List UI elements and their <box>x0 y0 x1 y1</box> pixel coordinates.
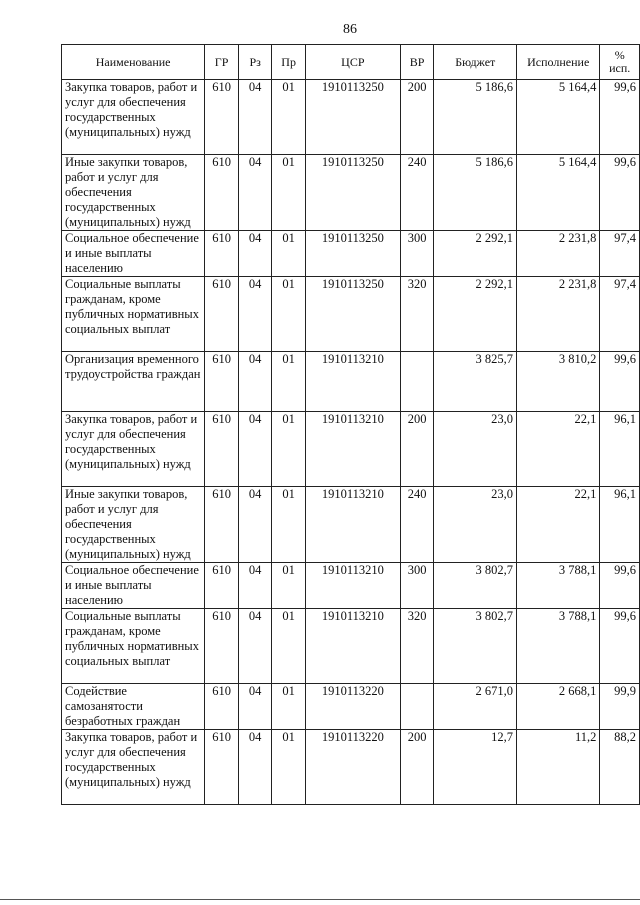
cell-budget: 2 671,0 <box>434 684 517 730</box>
cell-gr: 610 <box>205 487 239 563</box>
cell-rz: 04 <box>238 80 271 155</box>
cell-gr: 610 <box>205 155 239 231</box>
cell-vr: 240 <box>400 155 434 231</box>
cell-rz: 04 <box>238 487 271 563</box>
cell-vr: 300 <box>400 563 434 609</box>
header-percent-sign: % <box>614 48 625 62</box>
cell-csr: 1910113250 <box>305 80 400 155</box>
cell-execution: 2 231,8 <box>517 277 600 352</box>
cell-vr <box>400 684 434 730</box>
cell-vr: 320 <box>400 609 434 684</box>
header-budget: Бюджет <box>434 45 517 80</box>
header-percent-label: исп. <box>609 61 631 75</box>
table-row <box>62 684 640 730</box>
cell-pr: 01 <box>272 609 306 684</box>
cell-execution: 5 164,4 <box>517 80 600 155</box>
cell-percent: 99,6 <box>600 155 640 231</box>
table-row <box>62 730 640 805</box>
cell-name: Закупка товаров, работ и услуг для обеспечения государственных (муниципальных) нужд <box>62 412 205 487</box>
cell-rz: 04 <box>238 352 271 412</box>
cell-name: Содействие самозанятости безработных граждан <box>62 684 205 730</box>
cell-gr: 610 <box>205 730 239 805</box>
cell-gr: 610 <box>205 412 239 487</box>
cell-execution: 3 810,2 <box>517 352 600 412</box>
cell-budget: 3 802,7 <box>434 609 517 684</box>
cell-name: Иные закупки товаров, работ и услуг для обеспечения государственных (муниципальных) нужд <box>62 155 205 231</box>
cell-csr: 1910113210 <box>305 563 400 609</box>
page-bottom-edge <box>0 899 640 900</box>
cell-gr: 610 <box>205 352 239 412</box>
cell-budget: 23,0 <box>434 487 517 563</box>
cell-pr: 01 <box>272 684 306 730</box>
cell-csr: 1910113220 <box>305 730 400 805</box>
cell-percent: 99,6 <box>600 352 640 412</box>
cell-vr: 200 <box>400 80 434 155</box>
cell-name: Иные закупки товаров, работ и услуг для обеспечения государственных (муниципальных) нужд <box>62 487 205 563</box>
table-row <box>62 231 640 277</box>
cell-budget: 3 802,7 <box>434 563 517 609</box>
cell-csr: 1910113250 <box>305 231 400 277</box>
table-row <box>62 487 640 563</box>
cell-name: Социальное обеспечение и иные выплаты населению <box>62 563 205 609</box>
cell-csr: 1910113210 <box>305 609 400 684</box>
cell-csr: 1910113220 <box>305 684 400 730</box>
cell-csr: 1910113250 <box>305 277 400 352</box>
cell-pr: 01 <box>272 412 306 487</box>
cell-rz: 04 <box>238 277 271 352</box>
table-row <box>62 80 640 155</box>
cell-vr <box>400 352 434 412</box>
header-name: Наименование <box>62 45 205 80</box>
cell-rz: 04 <box>238 730 271 805</box>
header-csr: ЦСР <box>305 45 400 80</box>
header-vr: ВР <box>400 45 434 80</box>
cell-execution: 5 164,4 <box>517 155 600 231</box>
cell-execution: 11,2 <box>517 730 600 805</box>
cell-gr: 610 <box>205 80 239 155</box>
cell-percent: 96,1 <box>600 487 640 563</box>
table-row <box>62 155 640 231</box>
cell-pr: 01 <box>272 563 306 609</box>
cell-execution: 22,1 <box>517 487 600 563</box>
table-row <box>62 609 640 684</box>
cell-name: Закупка товаров, работ и услуг для обеспечения государственных (муниципальных) нужд <box>62 80 205 155</box>
cell-rz: 04 <box>238 231 271 277</box>
cell-name: Социальное обеспечение и иные выплаты населению <box>62 231 205 277</box>
cell-execution: 3 788,1 <box>517 563 600 609</box>
header-percent <box>600 45 640 80</box>
header-pr: Пр <box>272 45 306 80</box>
cell-budget: 12,7 <box>434 730 517 805</box>
cell-execution: 2 231,8 <box>517 231 600 277</box>
cell-percent: 99,9 <box>600 684 640 730</box>
cell-execution: 3 788,1 <box>517 609 600 684</box>
cell-vr: 320 <box>400 277 434 352</box>
cell-rz: 04 <box>238 609 271 684</box>
cell-budget: 5 186,6 <box>434 80 517 155</box>
header-gr: ГР <box>205 45 239 80</box>
cell-rz: 04 <box>238 684 271 730</box>
cell-csr: 1910113210 <box>305 412 400 487</box>
cell-pr: 01 <box>272 80 306 155</box>
cell-execution: 2 668,1 <box>517 684 600 730</box>
cell-rz: 04 <box>238 155 271 231</box>
cell-budget: 5 186,6 <box>434 155 517 231</box>
cell-vr: 300 <box>400 231 434 277</box>
cell-percent: 99,6 <box>600 80 640 155</box>
cell-gr: 610 <box>205 231 239 277</box>
cell-budget: 23,0 <box>434 412 517 487</box>
budget-execution-table <box>61 44 640 805</box>
cell-budget: 2 292,1 <box>434 277 517 352</box>
cell-budget: 2 292,1 <box>434 231 517 277</box>
table-row <box>62 277 640 352</box>
cell-vr: 200 <box>400 730 434 805</box>
cell-rz: 04 <box>238 563 271 609</box>
cell-gr: 610 <box>205 277 239 352</box>
cell-gr: 610 <box>205 563 239 609</box>
cell-rz: 04 <box>238 412 271 487</box>
header-execution: Исполнение <box>517 45 600 80</box>
table-body <box>62 80 640 805</box>
header-row <box>62 45 640 80</box>
cell-name: Организация временного трудоустройства граждан <box>62 352 205 412</box>
cell-csr: 1910113210 <box>305 487 400 563</box>
table-row <box>62 352 640 412</box>
cell-pr: 01 <box>272 155 306 231</box>
cell-csr: 1910113210 <box>305 352 400 412</box>
cell-name: Социальные выплаты гражданам, кроме публичных нормативных социальных выплат <box>62 609 205 684</box>
cell-csr: 1910113250 <box>305 155 400 231</box>
cell-name: Закупка товаров, работ и услуг для обеспечения государственных (муниципальных) нужд <box>62 730 205 805</box>
cell-execution: 22,1 <box>517 412 600 487</box>
cell-pr: 01 <box>272 730 306 805</box>
cell-vr: 240 <box>400 487 434 563</box>
cell-pr: 01 <box>272 487 306 563</box>
cell-percent: 97,4 <box>600 277 640 352</box>
cell-budget: 3 825,7 <box>434 352 517 412</box>
cell-pr: 01 <box>272 231 306 277</box>
header-rz: Рз <box>238 45 271 80</box>
cell-pr: 01 <box>272 352 306 412</box>
cell-percent: 96,1 <box>600 412 640 487</box>
cell-percent: 99,6 <box>600 563 640 609</box>
page-number: 86 <box>343 22 357 37</box>
cell-gr: 610 <box>205 684 239 730</box>
table-row <box>62 563 640 609</box>
cell-vr: 200 <box>400 412 434 487</box>
cell-percent: 97,4 <box>600 231 640 277</box>
cell-gr: 610 <box>205 609 239 684</box>
cell-percent: 88,2 <box>600 730 640 805</box>
cell-percent: 99,6 <box>600 609 640 684</box>
cell-name: Социальные выплаты гражданам, кроме публичных нормативных социальных выплат <box>62 277 205 352</box>
cell-pr: 01 <box>272 277 306 352</box>
table-row <box>62 412 640 487</box>
